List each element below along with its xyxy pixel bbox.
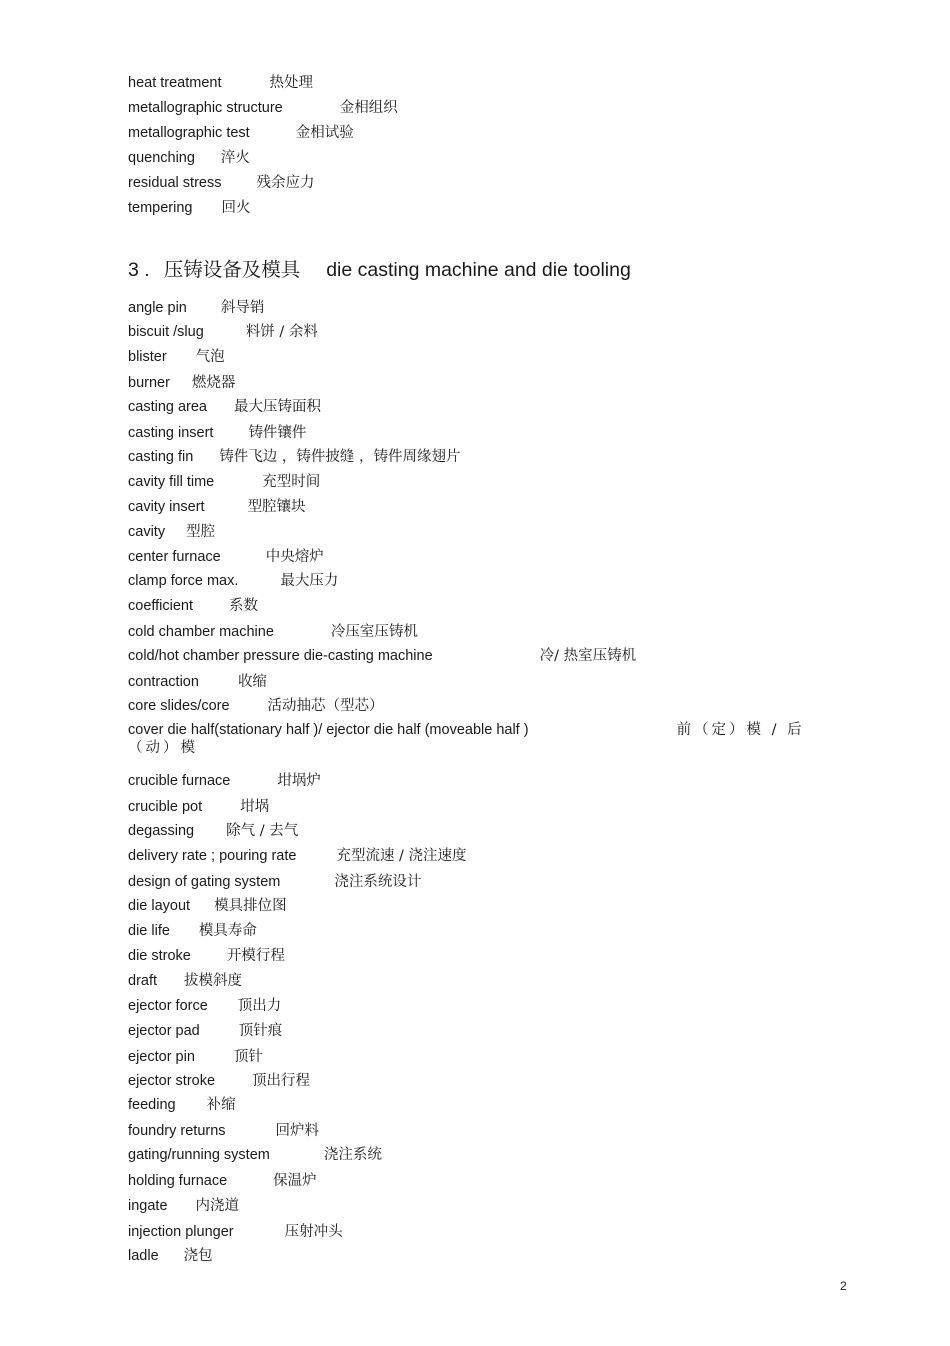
term-zh: 拔模斜度: [184, 973, 243, 989]
term-en: biscuit /slug: [128, 324, 204, 340]
term-entry: [128, 1146, 382, 1164]
term-entry: [128, 1223, 343, 1241]
term-en: feeding: [128, 1097, 176, 1113]
term-en: ejector pin: [128, 1049, 195, 1065]
term-zh: 前（定）模 / 后（动）模: [128, 722, 805, 756]
term-entry: [128, 597, 258, 615]
term-entry: [128, 673, 267, 691]
term-en: contraction: [128, 674, 199, 690]
term-entry: [128, 1022, 282, 1040]
term-entry: [128, 498, 306, 516]
term-en: foundry returns: [128, 1123, 226, 1139]
term-zh: 最大压铸面积: [234, 399, 321, 415]
section-number: 3 .: [128, 259, 150, 281]
term-en: cold chamber machine: [128, 624, 274, 640]
term-entry: [128, 348, 225, 366]
term-zh: 铸件镶件: [248, 425, 307, 441]
term-zh: 开模行程: [226, 948, 285, 964]
term-en: ejector force: [128, 998, 208, 1014]
term-zh: 顶针: [233, 1049, 263, 1065]
term-entry: [128, 523, 215, 541]
term-en: cavity insert: [128, 499, 205, 515]
page-number: 2: [840, 1279, 847, 1293]
term-en: casting fin: [128, 449, 194, 465]
term-zh: 金相组织: [339, 100, 398, 116]
term-entry: [128, 1197, 239, 1215]
term-en: tempering: [128, 200, 193, 216]
term-en: residual stress: [128, 175, 222, 191]
term-entry: [128, 424, 306, 442]
term-entry: [128, 1172, 317, 1190]
term-en: design of gating system: [128, 874, 281, 890]
term-zh: 回炉料: [275, 1123, 320, 1139]
term-en: crucible furnace: [128, 773, 231, 789]
term-zh: 坩埚炉: [277, 773, 321, 789]
term-entry: [128, 74, 313, 92]
term-en: degassing: [128, 823, 195, 839]
term-zh: 顶针痕: [238, 1023, 283, 1039]
term-zh: 充型流速 / 浇注速度: [336, 848, 467, 864]
term-en: injection plunger: [128, 1224, 234, 1240]
term-en: delivery rate ; pouring rate: [128, 848, 297, 864]
term-entry: [128, 697, 384, 715]
term-zh: 浇注系统: [323, 1147, 382, 1163]
term-zh: 回火: [221, 200, 251, 216]
term-zh: 燃烧器: [191, 375, 236, 391]
term-entry: [128, 922, 257, 940]
term-entry: [128, 822, 298, 840]
term-en: die stroke: [128, 948, 191, 964]
term-zh: 铸件飞边 ，铸件披缝 ，铸件周缘翅片: [219, 449, 461, 465]
term-en: casting insert: [128, 425, 214, 441]
term-zh: 最大压力: [280, 573, 339, 589]
term-zh: 保温炉: [273, 1173, 317, 1189]
term-en: heat treatment: [128, 75, 222, 91]
term-zh: 残余应力: [256, 175, 315, 191]
term-en: crucible pot: [128, 799, 203, 815]
term-entry: [128, 1072, 310, 1090]
term-zh: 型腔: [186, 524, 216, 540]
term-entry: [128, 1096, 236, 1114]
term-zh: 顶出行程: [252, 1073, 311, 1089]
term-zh: 模具寿命: [198, 923, 257, 939]
term-zh: 内浇道: [195, 1198, 240, 1214]
term-en: ingate: [128, 1198, 168, 1214]
term-zh: 料饼 / 余料: [245, 324, 318, 340]
term-en: ladle: [128, 1248, 159, 1264]
term-zh: 坩埚: [240, 799, 270, 815]
term-en: metallographic test: [128, 125, 250, 141]
term-zh: 模具排位图: [214, 898, 287, 914]
term-entry: [128, 99, 398, 117]
term-zh: 淬火: [220, 150, 250, 166]
term-entry: [128, 323, 318, 341]
term-entry: [128, 647, 636, 665]
term-entry: [128, 199, 250, 217]
section-title-en: die casting machine and die tooling: [326, 259, 631, 281]
term-en: die life: [128, 923, 170, 939]
term-zh: 充型时间: [262, 474, 321, 490]
term-zh: 冷/ 热室压铸机: [539, 648, 637, 664]
term-entry: [128, 947, 285, 965]
term-en: angle pin: [128, 300, 187, 316]
term-en: burner: [128, 375, 170, 391]
term-entry: [128, 1048, 263, 1066]
term-zh: 压射冲头: [284, 1224, 343, 1240]
term-zh: 浇包: [183, 1248, 213, 1264]
term-entry: [128, 548, 324, 566]
section-title-zh: 压铸设备及模具: [163, 259, 301, 281]
term-zh: 收缩: [237, 674, 267, 690]
term-en: quenching: [128, 150, 195, 166]
term-zh: 浇注系统设计: [334, 874, 422, 890]
term-zh: 气泡: [195, 349, 225, 365]
term-zh: 金相试验: [295, 125, 354, 141]
term-zh: 活动抽芯（型芯）: [267, 698, 384, 714]
term-entry: [128, 174, 314, 192]
term-entry: [128, 997, 281, 1015]
term-en: ejector pad: [128, 1023, 200, 1039]
term-en: blister: [128, 349, 167, 365]
term-en: metallographic structure: [128, 100, 283, 116]
term-zh: 系数: [229, 598, 259, 614]
term-entry: [128, 798, 269, 816]
term-entry: [128, 623, 418, 641]
term-en: cold/hot chamber pressure die-casting machine: [128, 648, 433, 664]
term-zh: 热处理: [269, 75, 313, 91]
section-heading: [128, 258, 631, 282]
term-en: gating/running system: [128, 1147, 270, 1163]
term-en: casting area: [128, 399, 207, 415]
term-en: draft: [128, 973, 158, 989]
term-entry: [128, 374, 235, 392]
term-en: cavity fill time: [128, 474, 215, 490]
term-entry: [128, 124, 354, 142]
term-zh: 顶出力: [237, 998, 282, 1014]
term-entry: [128, 299, 264, 317]
term-zh: 中央熔炉: [265, 549, 324, 565]
term-en: die layout: [128, 898, 191, 914]
term-entry: [128, 398, 321, 416]
term-en: holding furnace: [128, 1173, 228, 1189]
term-entry: [128, 772, 321, 790]
term-entry: [128, 149, 250, 167]
term-entry: [128, 572, 338, 590]
term-entry: [128, 448, 461, 466]
term-zh: 除气 / 去气: [226, 823, 299, 839]
term-en: clamp force max.: [128, 573, 239, 589]
term-entry: [128, 1122, 319, 1140]
term-en: ejector stroke: [128, 1073, 216, 1089]
term-entry: [128, 972, 242, 990]
term-en: core slides/core: [128, 698, 230, 714]
term-zh: 型腔镶块: [247, 499, 306, 515]
term-entry: [128, 897, 287, 915]
term-en: cover die half(stationary half )/ ejector die half (moveable half ): [128, 722, 529, 738]
term-entry: [128, 721, 836, 757]
term-en: center furnace: [128, 549, 221, 565]
term-zh: 补缩: [206, 1097, 236, 1113]
term-zh: 斜导销: [220, 300, 265, 316]
term-entry: [128, 847, 467, 865]
term-en: cavity: [128, 524, 166, 540]
term-en: coefficient: [128, 598, 194, 614]
term-entry: [128, 473, 320, 491]
term-entry: [128, 1247, 213, 1265]
term-zh: 冷压室压铸机: [330, 624, 418, 640]
term-entry: [128, 873, 421, 891]
